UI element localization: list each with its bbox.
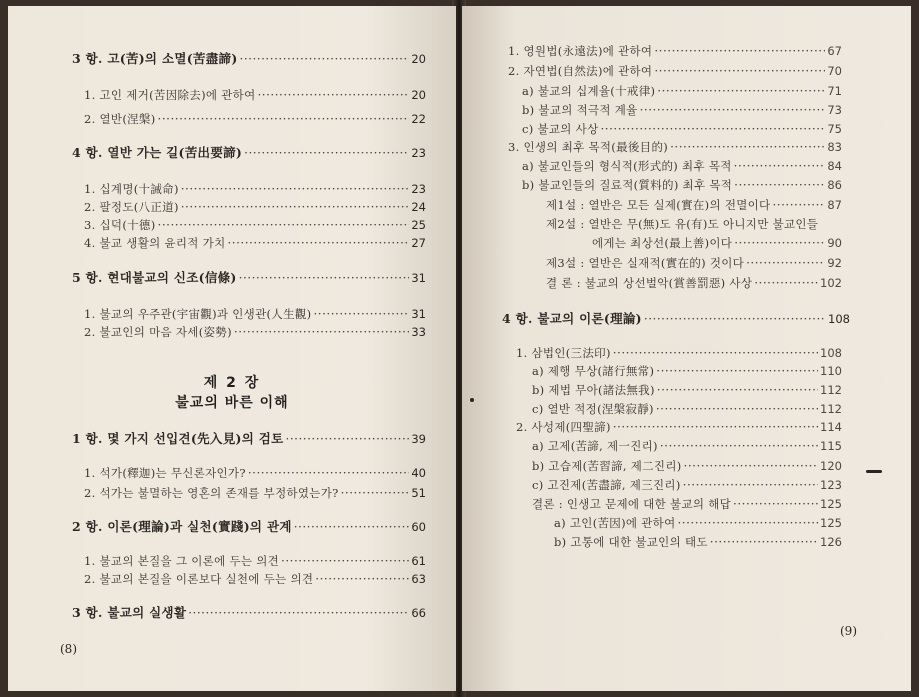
toc-entry: 3. 십덕(十德) ····· 25 — [84, 218, 426, 232]
right-page — [462, 6, 911, 691]
chapter-number: 제 2 장 — [203, 375, 261, 391]
toc-heading: 4 항. 불교의 이론(理論) ····· 108 — [502, 312, 850, 326]
toc-subentry: 제3설 : 열반은 실재적(實在的) 것이다 ····· 92 — [546, 256, 842, 270]
toc-entry: 1. 십계명(十誡命) ····· 23 — [84, 182, 426, 196]
toc-entry: 1. 불교의 우주관(宇宙觀)과 인생관(人生觀) ····· 31 — [84, 307, 426, 321]
toc-subentry: 제2설 : 열반은 무(無)도 유(有)도 아니지만 불교인들 — [546, 217, 819, 231]
toc-subentry: a) 불교의 십계율(十戒律) ····· 71 — [522, 84, 842, 98]
toc-subentry: 결론 : 인생고 문제에 대한 불교의 해답 ····· 125 — [532, 497, 842, 511]
toc-entry: 1. 삼법인(三法印) ····· 108 — [516, 346, 842, 360]
toc-subentry: b) 제법 무아(諸法無我) ····· 112 — [532, 383, 842, 397]
toc-heading: 3 항. 불교의 실생활 ····· 66 — [72, 606, 426, 620]
toc-entry: 1. 석가(釋迦)는 무신론자인가? ····· 40 — [84, 466, 426, 480]
toc-entry: 1. 고인 제거(苦因除去)에 관하여 ····· 20 — [84, 88, 426, 102]
toc-entry: 2. 열반(涅槃) ····· 22 — [84, 112, 426, 126]
toc-subentry: a) 제행 무상(諸行無常) ····· 110 — [532, 364, 842, 378]
ink-speck — [866, 470, 882, 473]
toc-entry: 1. 불교의 본질을 그 이론에 두는 의견 ····· 61 — [84, 554, 426, 568]
toc-entry: 2. 사성제(四聖諦) ····· 114 — [516, 420, 842, 434]
page-number: (9) — [840, 624, 857, 638]
chapter-title: 불교의 바른 이해 — [175, 395, 289, 411]
toc-heading: 5 항. 현대불교의 신조(信條) ····· 31 — [72, 271, 426, 285]
left-page — [8, 6, 456, 691]
toc-entry: 2. 석가는 불멸하는 영혼의 존재를 부정하였는가? ····· 51 — [84, 486, 426, 500]
toc-entry: 1. 영원법(永遠法)에 관하여 ····· 67 — [508, 44, 842, 58]
toc-subentry: 제1설 : 열반은 모든 실제(實在)의 전멸이다 ····· 87 — [546, 198, 842, 212]
page-number: (8) — [60, 642, 77, 656]
toc-subentry: b) 고통에 대한 불교인의 태도 ····· 126 — [554, 535, 842, 549]
toc-entry: 2. 불교인의 마음 자세(姿勢) ····· 33 — [84, 325, 426, 339]
toc-entry: 3. 인생의 최후 목적(最後目的) ····· 83 — [508, 140, 842, 154]
toc-subentry: b) 불교인들의 질료적(質料的) 최후 목적 ····· 86 — [522, 178, 842, 192]
toc-entry: 4. 불교 생활의 윤리적 가치 ····· 27 — [84, 236, 426, 250]
toc-heading: 1 항. 몇 가지 선입견(先入見)의 검토 ····· 39 — [72, 432, 426, 446]
toc-subentry: b) 불교의 적극적 계율 ····· 73 — [522, 103, 842, 117]
toc-heading: 4 항. 열반 가는 길(苦出要諦) ····· 23 — [72, 146, 426, 160]
toc-subentry: a) 고제(苦諦, 제一진리) ····· 115 — [532, 439, 842, 453]
toc-subentry: 결 론 : 불교의 상선벌악(賞善罰惡) 사상 ····· 102 — [546, 276, 842, 290]
toc-subentry: c) 고진제(苦盡諦, 제三진리) ····· 123 — [532, 478, 842, 492]
toc-entry: 2. 자연법(自然法)에 관하여 ····· 70 — [508, 64, 842, 78]
toc-entry: 2. 팔정도(八正道) ····· 24 — [84, 200, 426, 214]
toc-subentry: a) 불교인들의 형식적(形式的) 최후 목적 ····· 84 — [522, 159, 842, 173]
toc-subentry: a) 고인(苦因)에 관하여 ····· 125 — [554, 516, 842, 530]
toc-subentry: 에게는 최상선(最上善)이다 ····· 90 — [592, 236, 842, 250]
toc-subentry: b) 고습제(苦習諦, 제二진리) ····· 120 — [532, 459, 842, 473]
toc-heading: 2 항. 이론(理論)과 실천(實踐)의 관계 ····· 60 — [72, 520, 426, 534]
toc-entry: 2. 불교의 본질을 이론보다 실천에 두는 의견 ····· 63 — [84, 572, 426, 586]
ink-speck — [470, 398, 474, 402]
toc-heading: 3 항. 고(苦)의 소멸(苦盡諦) ····· 20 — [72, 52, 426, 66]
toc-subentry: c) 불교의 사상 ····· 75 — [522, 122, 842, 136]
toc-subentry: c) 열반 적정(涅槃寂靜) ····· 112 — [532, 402, 842, 416]
